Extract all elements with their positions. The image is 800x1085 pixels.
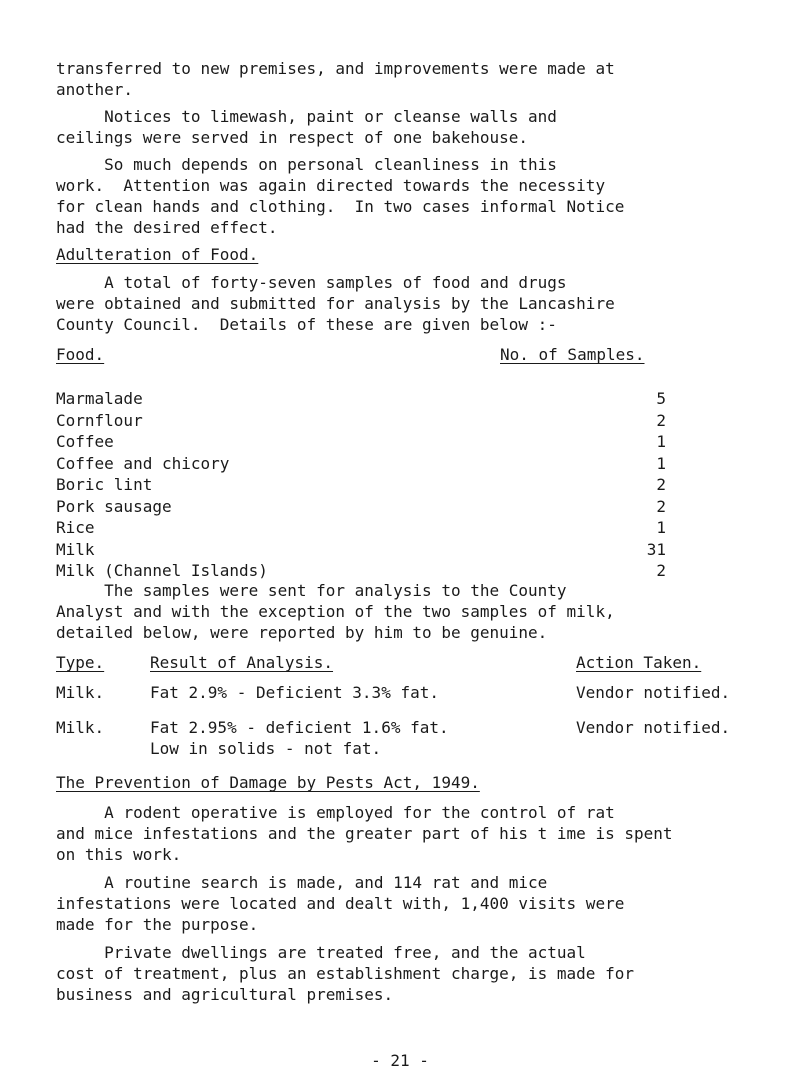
sample-type: Milk. [56,683,105,702]
food-table-header [56,344,666,388]
table-row [56,560,666,582]
sample-count: 2 [656,561,666,580]
paragraph-samples-total: A total of forty-seven samples of food and drugs were obtained and submitted for analysis by the Lancashire County Council. Details of these are given below :- [56,273,615,334]
table-row [56,682,776,717]
paragraph-personal-cleanliness: So much depends on personal cleanliness in this work. Attention was again directed towards the necessity for clean hands and clothing. In two cases informal Notice had the desired effect. [56,155,625,237]
table-row [56,517,666,539]
table-row [56,388,666,410]
analysis-result: Fat 2.95% - deficient 1.6% fat. Low in solids - not fat. [150,718,449,758]
paragraph-private-dwellings: Private dwellings are treated free, and the actual cost of treatment, plus an establishment charge, is made for business and agricultural premises. [56,943,634,1004]
sample-count: 2 [656,475,666,494]
food-name: Rice [56,518,95,537]
header-type: Type. [56,653,105,672]
food-name: Cornflour [56,410,143,430]
analysis-result: Fat 2.9% - Deficient 3.3% fat. [150,683,439,702]
table-row [56,474,666,496]
sample-count: 1 [656,432,666,451]
analysis-table-header [56,652,776,682]
food-name: Pork sausage [56,496,172,516]
analysis-results-table [56,652,776,758]
food-name: Milk [56,539,95,559]
paragraph-limewash-notices: Notices to limewash, paint or cleanse walls and ceilings were served in respect of one bakehouse. [56,107,557,147]
table-row [56,539,666,561]
sample-count: 1 [656,518,666,537]
paragraph-rodent-operative: A rodent operative is employed for the control of rat and mice infestations and the greater part of his t ime is spent on this work. [56,803,673,864]
food-name: Coffee [56,432,114,451]
heading-prevention-of-damage-by-pests-act: The Prevention of Damage by Pests Act, 1949. [56,773,480,792]
food-name: Boric lint [56,475,153,494]
page-number: - 21 - [371,1051,429,1070]
header-food: Food. [56,345,105,364]
food-samples-table [56,344,666,582]
heading-adulteration-of-food: Adulteration of Food. [56,245,259,264]
food-name: Marmalade [56,389,143,408]
action-taken: Vendor notified. [576,683,731,702]
table-row [56,431,666,453]
header-no-of-samples: No. of Samples. [500,345,645,364]
sample-count: 2 [656,410,666,430]
action-taken: Vendor notified. [576,718,731,737]
header-result-of-analysis: Result of Analysis. [150,653,334,672]
sample-count: 2 [656,496,666,516]
food-name: Milk (Channel Islands) [56,561,268,580]
table-row [56,496,666,518]
sample-count: 1 [656,453,666,473]
table-row [56,410,666,432]
sample-count: 5 [656,389,666,408]
sample-type: Milk. [56,718,105,737]
table-row [56,717,776,758]
food-name: Coffee and chicory [56,453,230,473]
paragraph-county-analyst: The samples were sent for analysis to the County Analyst and with the exception of the two samples of milk, detailed below, were reported by him to be genuine. [56,581,615,642]
header-action-taken: Action Taken. [576,653,702,672]
paragraph-routine-search: A routine search is made, and 114 rat and mice infestations were located and dealt with, 1,400 visits were made for the purpose. [56,873,625,934]
paragraph-premises: transferred to new premises, and improvements were made at another. [56,59,615,99]
sample-count: 31 [646,539,666,559]
table-row [56,453,666,475]
